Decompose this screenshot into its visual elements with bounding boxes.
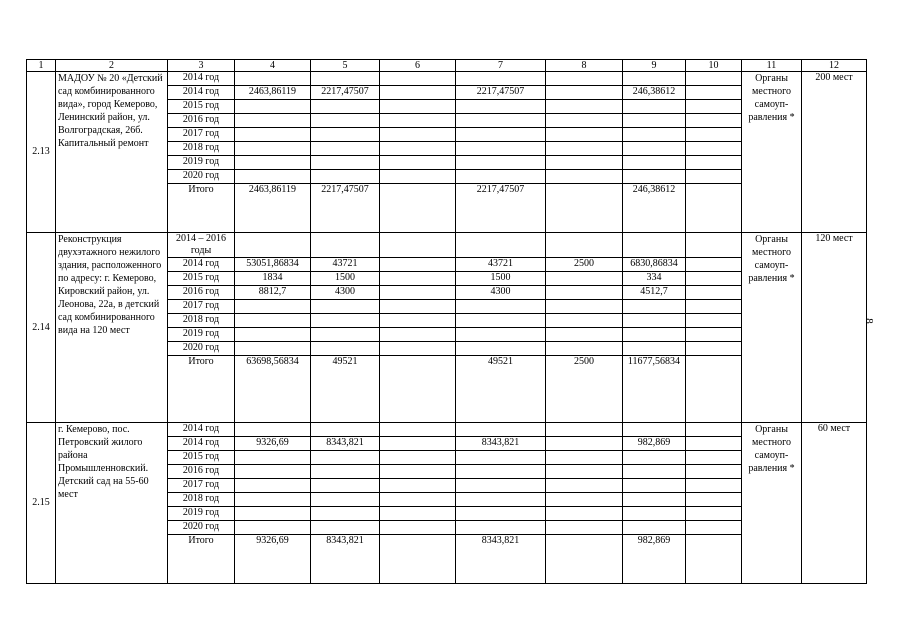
value-cell	[311, 142, 380, 156]
column-header: 1	[27, 60, 56, 72]
total-value-cell: 49521	[311, 356, 380, 423]
value-cell	[623, 300, 686, 314]
value-cell	[311, 451, 380, 465]
value-cell	[546, 479, 623, 493]
table-row	[27, 233, 867, 258]
total-value-cell: 63698,56834	[235, 356, 311, 423]
total-value-cell	[546, 535, 623, 584]
year-cell: 2018 год	[168, 142, 235, 156]
value-cell	[380, 142, 456, 156]
total-label: Итого	[168, 184, 235, 233]
value-cell	[686, 437, 742, 451]
total-value-cell: 9326,69	[235, 535, 311, 584]
year-cell: 2019 год	[168, 156, 235, 170]
value-cell	[311, 233, 380, 258]
value-cell	[311, 423, 380, 437]
value-cell	[546, 142, 623, 156]
year-cell: 2015 год	[168, 100, 235, 114]
value-cell	[380, 465, 456, 479]
column-header: 10	[686, 60, 742, 72]
value-cell	[456, 156, 546, 170]
value-cell	[380, 272, 456, 286]
value-cell: 6830,86834	[623, 258, 686, 272]
value-cell	[311, 465, 380, 479]
year-cell: 2017 год	[168, 128, 235, 142]
value-cell	[686, 114, 742, 128]
value-cell	[235, 479, 311, 493]
value-cell	[623, 128, 686, 142]
total-value-cell: 246,38612	[623, 184, 686, 233]
value-cell	[686, 72, 742, 86]
value-cell	[686, 170, 742, 184]
value-cell	[380, 128, 456, 142]
value-cell	[686, 479, 742, 493]
value-cell: 2217,47507	[456, 86, 546, 100]
value-cell	[546, 465, 623, 479]
column-header: 3	[168, 60, 235, 72]
value-cell	[546, 507, 623, 521]
value-cell	[235, 170, 311, 184]
value-cell: 4300	[456, 286, 546, 300]
value-cell	[686, 86, 742, 100]
year-cell: 2019 год	[168, 507, 235, 521]
capacity-cell: 60 мест	[802, 423, 867, 584]
column-header: 11	[742, 60, 802, 72]
value-cell	[235, 314, 311, 328]
value-cell	[380, 300, 456, 314]
year-cell: 2018 год	[168, 493, 235, 507]
value-cell	[456, 451, 546, 465]
value-cell	[686, 300, 742, 314]
total-value-cell	[380, 356, 456, 423]
column-header: 4	[235, 60, 311, 72]
value-cell	[380, 114, 456, 128]
value-cell	[456, 493, 546, 507]
value-cell: 4512,7	[623, 286, 686, 300]
value-cell	[235, 128, 311, 142]
value-cell	[235, 233, 311, 258]
column-header: 5	[311, 60, 380, 72]
value-cell	[311, 156, 380, 170]
value-cell	[623, 72, 686, 86]
total-label: Итого	[168, 535, 235, 584]
value-cell	[311, 479, 380, 493]
value-cell	[380, 156, 456, 170]
year-cell: 2014 год	[168, 423, 235, 437]
value-cell	[686, 328, 742, 342]
column-header: 6	[380, 60, 456, 72]
year-cell: 2020 год	[168, 170, 235, 184]
value-cell	[546, 86, 623, 100]
value-cell	[456, 342, 546, 356]
value-cell	[311, 493, 380, 507]
value-cell	[311, 328, 380, 342]
value-cell	[546, 233, 623, 258]
value-cell: 2500	[546, 258, 623, 272]
total-value-cell: 2217,47507	[456, 184, 546, 233]
value-cell	[686, 451, 742, 465]
year-cell: 2016 год	[168, 465, 235, 479]
value-cell	[235, 100, 311, 114]
year-cell: 2017 год	[168, 300, 235, 314]
value-cell	[380, 314, 456, 328]
value-cell	[623, 233, 686, 258]
value-cell	[456, 128, 546, 142]
table-body	[27, 60, 867, 584]
value-cell	[311, 114, 380, 128]
value-cell	[311, 507, 380, 521]
value-cell	[456, 72, 546, 86]
value-cell	[380, 437, 456, 451]
value-cell	[546, 521, 623, 535]
value-cell	[235, 451, 311, 465]
year-cell: 2014 год	[168, 258, 235, 272]
value-cell	[311, 314, 380, 328]
value-cell	[686, 128, 742, 142]
total-value-cell: 982,869	[623, 535, 686, 584]
organization-cell: Органы местного самоуп-равления *	[742, 72, 802, 233]
value-cell	[456, 465, 546, 479]
year-cell: 2014 – 2016 годы	[168, 233, 235, 258]
value-cell	[686, 258, 742, 272]
value-cell	[546, 170, 623, 184]
value-cell	[311, 72, 380, 86]
value-cell	[623, 100, 686, 114]
value-cell	[623, 314, 686, 328]
value-cell: 2217,47507	[311, 86, 380, 100]
year-cell: 2019 год	[168, 328, 235, 342]
value-cell	[380, 493, 456, 507]
total-value-cell: 2500	[546, 356, 623, 423]
value-cell	[380, 521, 456, 535]
value-cell	[456, 300, 546, 314]
value-cell	[456, 100, 546, 114]
value-cell	[546, 328, 623, 342]
organization-cell: Органы местного самоуп-равления *	[742, 423, 802, 584]
year-cell: 2015 год	[168, 272, 235, 286]
value-cell	[311, 521, 380, 535]
total-value-cell: 49521	[456, 356, 546, 423]
value-cell	[456, 142, 546, 156]
value-cell	[686, 156, 742, 170]
value-cell	[235, 142, 311, 156]
year-cell: 2017 год	[168, 479, 235, 493]
value-cell	[380, 328, 456, 342]
value-cell	[546, 272, 623, 286]
value-cell	[235, 507, 311, 521]
total-value-cell: 8343,821	[456, 535, 546, 584]
year-cell: 2016 год	[168, 114, 235, 128]
value-cell: 8343,821	[311, 437, 380, 451]
year-cell: 2014 год	[168, 437, 235, 451]
value-cell	[311, 100, 380, 114]
value-cell	[456, 328, 546, 342]
budget-table	[26, 59, 867, 584]
total-value-cell	[686, 356, 742, 423]
value-cell	[686, 233, 742, 258]
value-cell: 246,38612	[623, 86, 686, 100]
value-cell	[546, 437, 623, 451]
value-cell	[546, 342, 623, 356]
value-cell	[235, 328, 311, 342]
value-cell	[686, 100, 742, 114]
value-cell	[380, 479, 456, 493]
value-cell	[623, 507, 686, 521]
value-cell	[235, 156, 311, 170]
value-cell	[623, 114, 686, 128]
total-value-cell: 8343,821	[311, 535, 380, 584]
value-cell	[686, 286, 742, 300]
value-cell	[235, 300, 311, 314]
page-number: 8	[862, 318, 875, 324]
value-cell	[380, 451, 456, 465]
value-cell: 2463,86119	[235, 86, 311, 100]
value-cell: 53051,86834	[235, 258, 311, 272]
project-name: МАДОУ № 20 «Детский сад комбинированного вида», город Кемерово, Ленинский район, ул. Волгоградская, 26б. Капитальный ремонт	[56, 72, 168, 233]
row-number: 2.15	[27, 423, 56, 584]
value-cell	[623, 479, 686, 493]
organization-cell: Органы местного самоуп-равления *	[742, 233, 802, 423]
value-cell	[546, 451, 623, 465]
value-cell: 8812,7	[235, 286, 311, 300]
total-label: Итого	[168, 356, 235, 423]
total-value-cell	[380, 535, 456, 584]
table-row	[27, 72, 867, 86]
value-cell	[380, 342, 456, 356]
value-cell	[456, 479, 546, 493]
value-cell	[686, 507, 742, 521]
value-cell	[623, 170, 686, 184]
value-cell	[623, 493, 686, 507]
value-cell	[623, 342, 686, 356]
value-cell	[686, 423, 742, 437]
year-cell: 2020 год	[168, 521, 235, 535]
value-cell	[546, 156, 623, 170]
value-cell: 43721	[456, 258, 546, 272]
value-cell	[311, 170, 380, 184]
value-cell	[546, 100, 623, 114]
value-cell: 982,869	[623, 437, 686, 451]
row-number: 2.13	[27, 72, 56, 233]
value-cell	[311, 128, 380, 142]
value-cell	[686, 142, 742, 156]
value-cell	[546, 286, 623, 300]
value-cell	[380, 286, 456, 300]
value-cell	[311, 300, 380, 314]
value-cell	[623, 465, 686, 479]
total-value-cell	[686, 184, 742, 233]
total-value-cell	[380, 184, 456, 233]
value-cell: 9326,69	[235, 437, 311, 451]
value-cell	[380, 100, 456, 114]
value-cell	[235, 114, 311, 128]
total-value-cell: 2217,47507	[311, 184, 380, 233]
value-cell	[380, 86, 456, 100]
project-name: Реконструкция двухэтажного нежилого здания, расположенного по адресу: г. Кемерово, Кировский район, ул. Леонова, 22а, в детский сад комбинированного вида на 120 мест	[56, 233, 168, 423]
capacity-cell: 200 мест	[802, 72, 867, 233]
column-header: 12	[802, 60, 867, 72]
value-cell	[456, 114, 546, 128]
value-cell	[235, 423, 311, 437]
value-cell	[686, 493, 742, 507]
value-cell	[686, 342, 742, 356]
column-header: 9	[623, 60, 686, 72]
project-name: г. Кемерово, пос. Петровский жилого района Промышленновский. Детский сад на 55-60 мест	[56, 423, 168, 584]
value-cell	[686, 521, 742, 535]
value-cell: 8343,821	[456, 437, 546, 451]
value-cell: 1500	[311, 272, 380, 286]
column-header: 7	[456, 60, 546, 72]
value-cell	[380, 423, 456, 437]
value-cell	[380, 258, 456, 272]
year-cell: 2014 год	[168, 86, 235, 100]
row-number: 2.14	[27, 233, 56, 423]
value-cell	[686, 465, 742, 479]
value-cell	[456, 170, 546, 184]
value-cell	[623, 328, 686, 342]
value-cell	[686, 314, 742, 328]
value-cell	[380, 170, 456, 184]
year-cell: 2020 год	[168, 342, 235, 356]
value-cell	[235, 465, 311, 479]
table-row	[27, 423, 867, 437]
value-cell	[235, 521, 311, 535]
value-cell	[623, 451, 686, 465]
column-header: 2	[56, 60, 168, 72]
year-cell: 2016 год	[168, 286, 235, 300]
total-value-cell: 2463,86119	[235, 184, 311, 233]
value-cell: 43721	[311, 258, 380, 272]
value-cell	[546, 300, 623, 314]
value-cell	[456, 507, 546, 521]
value-cell	[456, 423, 546, 437]
value-cell	[380, 72, 456, 86]
year-cell: 2018 год	[168, 314, 235, 328]
total-value-cell	[546, 184, 623, 233]
value-cell	[546, 423, 623, 437]
total-value-cell	[686, 535, 742, 584]
year-cell: 2015 год	[168, 451, 235, 465]
column-header-row	[27, 60, 867, 72]
value-cell	[546, 493, 623, 507]
column-header: 8	[546, 60, 623, 72]
value-cell	[235, 72, 311, 86]
value-cell	[623, 423, 686, 437]
value-cell: 1834	[235, 272, 311, 286]
value-cell	[380, 233, 456, 258]
value-cell	[235, 342, 311, 356]
value-cell: 334	[623, 272, 686, 286]
value-cell	[546, 72, 623, 86]
value-cell	[311, 342, 380, 356]
value-cell	[456, 521, 546, 535]
value-cell	[546, 128, 623, 142]
value-cell: 4300	[311, 286, 380, 300]
value-cell	[456, 314, 546, 328]
capacity-cell: 120 мест	[802, 233, 867, 423]
value-cell	[686, 272, 742, 286]
value-cell	[546, 114, 623, 128]
year-cell: 2014 год	[168, 72, 235, 86]
total-value-cell: 11677,56834	[623, 356, 686, 423]
value-cell	[623, 521, 686, 535]
value-cell	[546, 314, 623, 328]
value-cell: 1500	[456, 272, 546, 286]
value-cell	[380, 507, 456, 521]
value-cell	[623, 142, 686, 156]
value-cell	[456, 233, 546, 258]
value-cell	[235, 493, 311, 507]
value-cell	[623, 156, 686, 170]
